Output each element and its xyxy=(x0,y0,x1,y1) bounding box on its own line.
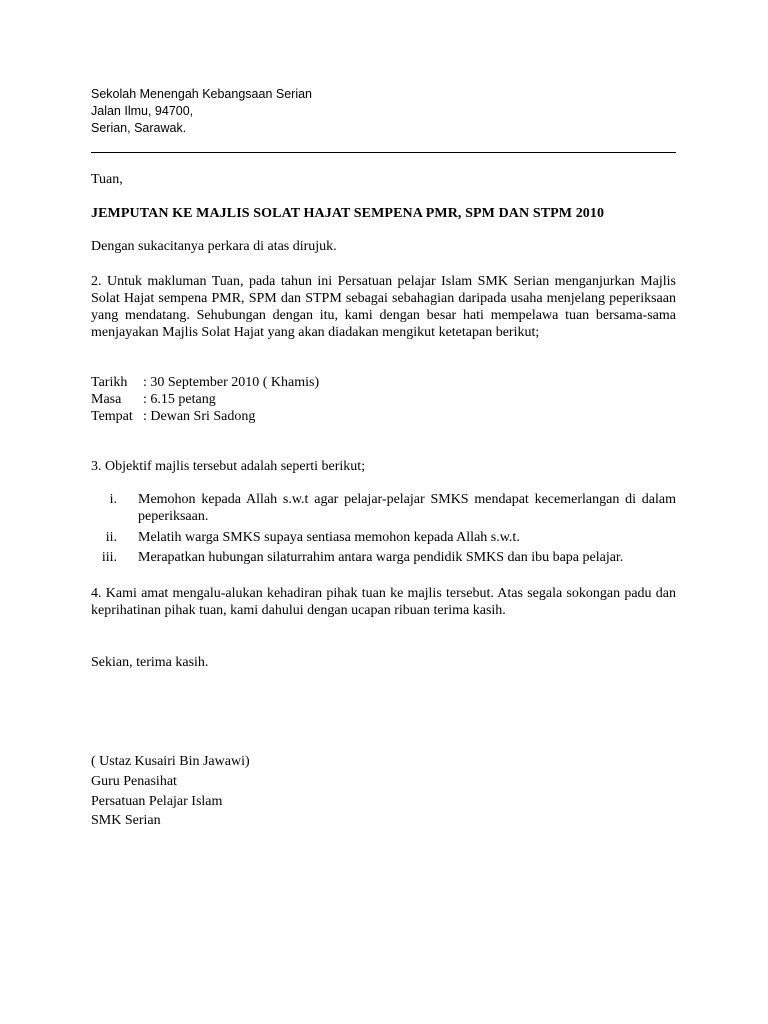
paragraph-2: 2. Untuk makluman Tuan, pada tahun ini Persatuan pelajar Islam SMK Serian menganjurkan Majlis Solat Hajat sempena PMR, SPM dan STPM sebagai sebahagian daripada usaha menjelang peperiksaan yang mendatang. Sehubungan dengan itu, kami dengan besar hati mempelawa tuan bersama-sama menjayakan Majlis Solat Hajat yang akan diadakan mengikut ketetapan berikut; xyxy=(91,274,676,340)
signatory-school: SMK Serian xyxy=(91,813,161,828)
detail-place xyxy=(91,408,255,425)
letter-header xyxy=(91,86,312,137)
salutation: Tuan, xyxy=(91,172,123,187)
objective-number: iii. xyxy=(101,550,117,565)
signatory-name: ( Ustaz Kusairi Bin Jawawi) xyxy=(91,754,250,769)
place-label: Tempat xyxy=(91,409,133,424)
detail-date xyxy=(91,374,319,391)
signatory-organisation: Persatuan Pelajar Islam xyxy=(91,794,223,809)
objective-text: Melatih warga SMKS supaya sentiasa memohon kepada Allah s.w.t. xyxy=(138,530,520,545)
time-value: : 6.15 petang xyxy=(143,392,216,407)
date-label: Tarikh xyxy=(91,375,128,390)
date-value: : 30 September 2010 ( Khamis) xyxy=(143,375,320,390)
paragraph-4: 4. Kami amat mengalu-alukan kehadiran pihak tuan ke majlis tersebut. Atas segala sokongan padu dan keprihatinan pihak tuan, kami dahului dengan ucapan ribuan terima kasih. xyxy=(91,586,676,618)
time-label: Masa xyxy=(91,392,122,407)
address-line-2: Serian, Sarawak. xyxy=(91,121,187,135)
paragraph-3: 3. Objektif majlis tersebut adalah seperti berikut; xyxy=(91,459,366,474)
objective-text: Merapatkan hubungan silaturrahim antara warga pendidik SMKS dan ibu bapa pelajar. xyxy=(138,550,624,565)
detail-time xyxy=(91,391,216,408)
address-line-1: Jalan Ilmu, 94700, xyxy=(91,104,194,118)
letter-title: JEMPUTAN KE MAJLIS SOLAT HAJAT SEMPENA PMR, SPM DAN STPM 2010 xyxy=(91,206,605,221)
school-name: Sekolah Menengah Kebangsaan Serian xyxy=(91,87,313,101)
objective-number: ii. xyxy=(105,530,117,545)
closing: Sekian, terima kasih. xyxy=(91,655,209,670)
signatory-position: Guru Penasihat xyxy=(91,774,177,789)
objective-number: i. xyxy=(109,492,117,507)
objective-text: Memohon kepada Allah s.w.t agar pelajar-pelajar SMKS mendapat kecemerlangan di dalam peperiksaan. xyxy=(138,492,676,524)
place-value: : Dewan Sri Sadong xyxy=(143,409,256,424)
header-divider xyxy=(91,152,676,153)
intro-paragraph: Dengan sukacitanya perkara di atas dirujuk. xyxy=(91,239,337,254)
